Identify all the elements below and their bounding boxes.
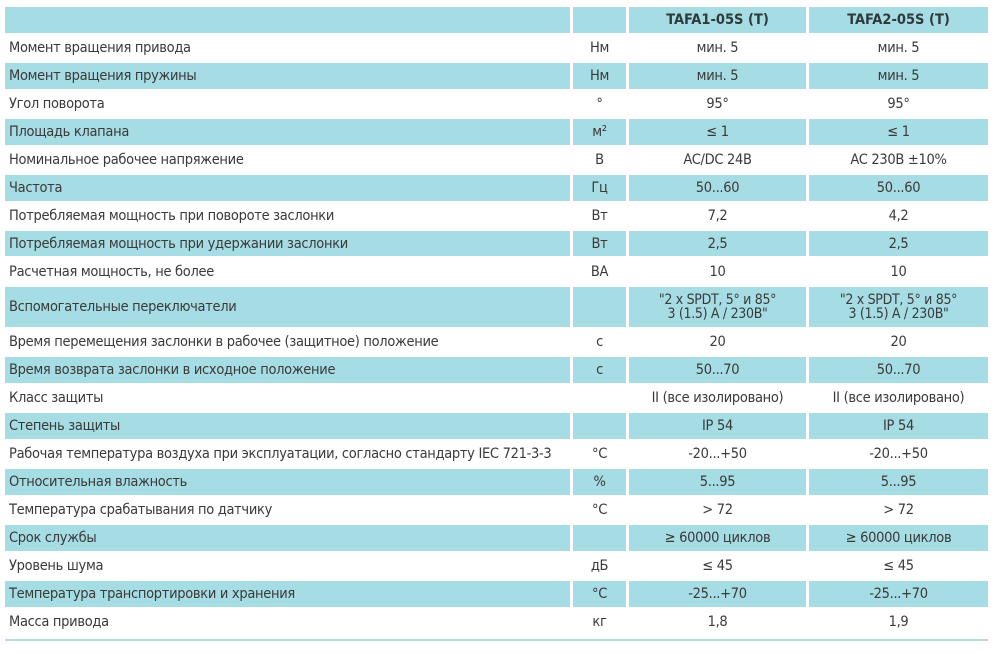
row-value-model-1: ≤ 45 xyxy=(702,557,733,574)
table-header-row xyxy=(5,7,988,33)
row-label: Относительная влажность xyxy=(5,469,570,495)
row-value-model-2: II (все изолировано) xyxy=(832,390,965,406)
row-value-model-2: 50...70 xyxy=(809,357,988,383)
value-line-1: "2 x SPDT, 5° и 85° xyxy=(839,291,958,308)
value-line-1: "2 x SPDT, 5° и 85° xyxy=(658,291,777,308)
table-row xyxy=(5,63,988,89)
row-value-model-1: мин. 5 xyxy=(696,39,739,56)
row-value-model-2: мин. 5 xyxy=(877,39,920,56)
table-row xyxy=(5,287,988,327)
row-value-model-2: 4,2 xyxy=(888,207,909,224)
row-label: Вспомогательные переключатели xyxy=(5,287,570,327)
table-row xyxy=(5,385,988,411)
row-unit: Вт xyxy=(591,207,608,224)
row-value-model-2: 5...95 xyxy=(809,469,988,495)
row-value-model-1: 20 xyxy=(709,334,726,351)
table-row xyxy=(5,413,988,439)
row-value-model-2: 50...60 xyxy=(809,175,988,201)
row-unit: Гц xyxy=(573,175,626,201)
row-value-model-2: -20...+50 xyxy=(869,445,928,462)
row-unit: В xyxy=(595,151,604,168)
table-row xyxy=(5,329,988,355)
table-bottom-rule xyxy=(5,639,988,641)
row-label: Площадь клапана xyxy=(5,119,570,145)
row-label: Время перемещения заслонки в рабочее (защитное) положение xyxy=(9,334,439,351)
row-value-model-1: 7,2 xyxy=(707,207,728,224)
row-label: Частота xyxy=(5,175,570,201)
row-value-model-2: AC 230В ±10% xyxy=(850,151,947,168)
row-value-model-2: ≤ 45 xyxy=(883,557,914,574)
row-value-model-1: IP 54 xyxy=(629,413,806,439)
row-unit xyxy=(573,525,626,551)
row-unit xyxy=(573,287,626,327)
row-value-model-2 xyxy=(809,287,988,327)
row-label: Степень защиты xyxy=(5,413,570,439)
row-value-model-2: мин. 5 xyxy=(809,63,988,89)
row-value-model-1: AC/DC 24В xyxy=(683,151,752,168)
row-value-model-2: IP 54 xyxy=(809,413,988,439)
row-value-model-2: -25...+70 xyxy=(809,581,988,607)
row-value-model-1 xyxy=(629,287,806,327)
row-value-model-1: 2,5 xyxy=(629,231,806,257)
row-label: Угол поворота xyxy=(9,95,105,112)
spec-table xyxy=(5,7,988,637)
row-unit: Нм xyxy=(573,63,626,89)
row-value-model-2: 95° xyxy=(887,95,910,112)
row-unit: Вт xyxy=(573,231,626,257)
row-unit: дБ xyxy=(590,557,609,574)
header-model-1: TAFA1-05S (T) xyxy=(629,7,806,33)
row-value-model-2: 1,9 xyxy=(888,613,909,630)
table-row xyxy=(5,497,988,523)
table-row xyxy=(5,119,988,145)
row-unit: ° xyxy=(596,95,603,112)
row-value-model-1: -25...+70 xyxy=(629,581,806,607)
header-unit-cell xyxy=(573,7,626,33)
row-value-model-1: 95° xyxy=(706,95,729,112)
row-unit: Нм xyxy=(589,39,610,56)
row-value-model-1: 1,8 xyxy=(707,613,728,630)
table-row xyxy=(5,231,988,257)
row-value-model-1: ≤ 1 xyxy=(629,119,806,145)
row-unit: °C xyxy=(573,581,626,607)
row-unit: с xyxy=(596,334,603,351)
row-label: Рабочая температура воздуха при эксплуатации, согласно стандарту IEC 721-3-3 xyxy=(9,445,552,462)
value-line-2: 3 (1.5) A / 230В" xyxy=(667,305,768,322)
row-unit: с xyxy=(573,357,626,383)
row-value-model-1: 50...60 xyxy=(629,175,806,201)
row-value-model-2: 2,5 xyxy=(809,231,988,257)
row-label: Масса привода xyxy=(9,613,109,630)
table-row xyxy=(5,553,988,579)
table-row xyxy=(5,525,988,551)
row-label: Расчетная мощность, не более xyxy=(9,263,214,280)
table-row xyxy=(5,175,988,201)
table-row xyxy=(5,91,988,117)
row-unit: °C xyxy=(591,501,608,518)
row-unit xyxy=(573,385,626,411)
row-value-model-1: > 72 xyxy=(702,501,733,518)
row-value-model-2: 20 xyxy=(890,334,907,351)
row-value-model-1: 50...70 xyxy=(629,357,806,383)
row-value-model-1: 10 xyxy=(709,263,726,280)
row-value-model-2: ≥ 60000 циклов xyxy=(809,525,988,551)
row-value-model-2: ≤ 1 xyxy=(809,119,988,145)
row-unit xyxy=(573,413,626,439)
row-label: Температура транспортировки и хранения xyxy=(5,581,570,607)
value-line-2: 3 (1.5) A / 230В" xyxy=(848,305,949,322)
table-row xyxy=(5,259,988,285)
row-label: Потребляемая мощность при повороте заслонки xyxy=(9,207,335,224)
row-unit: °C xyxy=(591,445,608,462)
row-label: Класс защиты xyxy=(9,390,104,406)
row-unit: кг xyxy=(592,613,607,630)
table-row xyxy=(5,147,988,173)
row-unit: % xyxy=(573,469,626,495)
row-label: Уровень шума xyxy=(9,557,104,574)
row-value-model-2: 10 xyxy=(890,263,907,280)
table-row xyxy=(5,469,988,495)
table-row xyxy=(5,35,988,61)
row-label: Номинальное рабочее напряжение xyxy=(9,151,244,168)
row-value-model-1: II (все изолировано) xyxy=(651,390,784,406)
table-row xyxy=(5,357,988,383)
header-model-2: TAFA2-05S (T) xyxy=(809,7,988,33)
row-label: Потребляемая мощность при удержании заслонки xyxy=(5,231,570,257)
row-unit: ВА xyxy=(590,263,609,280)
row-value-model-1: мин. 5 xyxy=(629,63,806,89)
row-label: Момент вращения привода xyxy=(9,39,191,56)
row-value-model-1: -20...+50 xyxy=(688,445,747,462)
table-row xyxy=(5,609,988,635)
row-label: Срок службы xyxy=(5,525,570,551)
row-unit: м² xyxy=(573,119,626,145)
row-value-model-2: > 72 xyxy=(883,501,914,518)
row-label: Температура срабатывания по датчику xyxy=(9,501,273,518)
table-row xyxy=(5,203,988,229)
row-label: Время возврата заслонки в исходное положение xyxy=(5,357,570,383)
row-label: Момент вращения пружины xyxy=(5,63,570,89)
header-label-cell xyxy=(5,7,570,33)
row-value-model-1: ≥ 60000 циклов xyxy=(629,525,806,551)
table-row xyxy=(5,441,988,467)
row-value-model-1: 5...95 xyxy=(629,469,806,495)
table-row xyxy=(5,581,988,607)
